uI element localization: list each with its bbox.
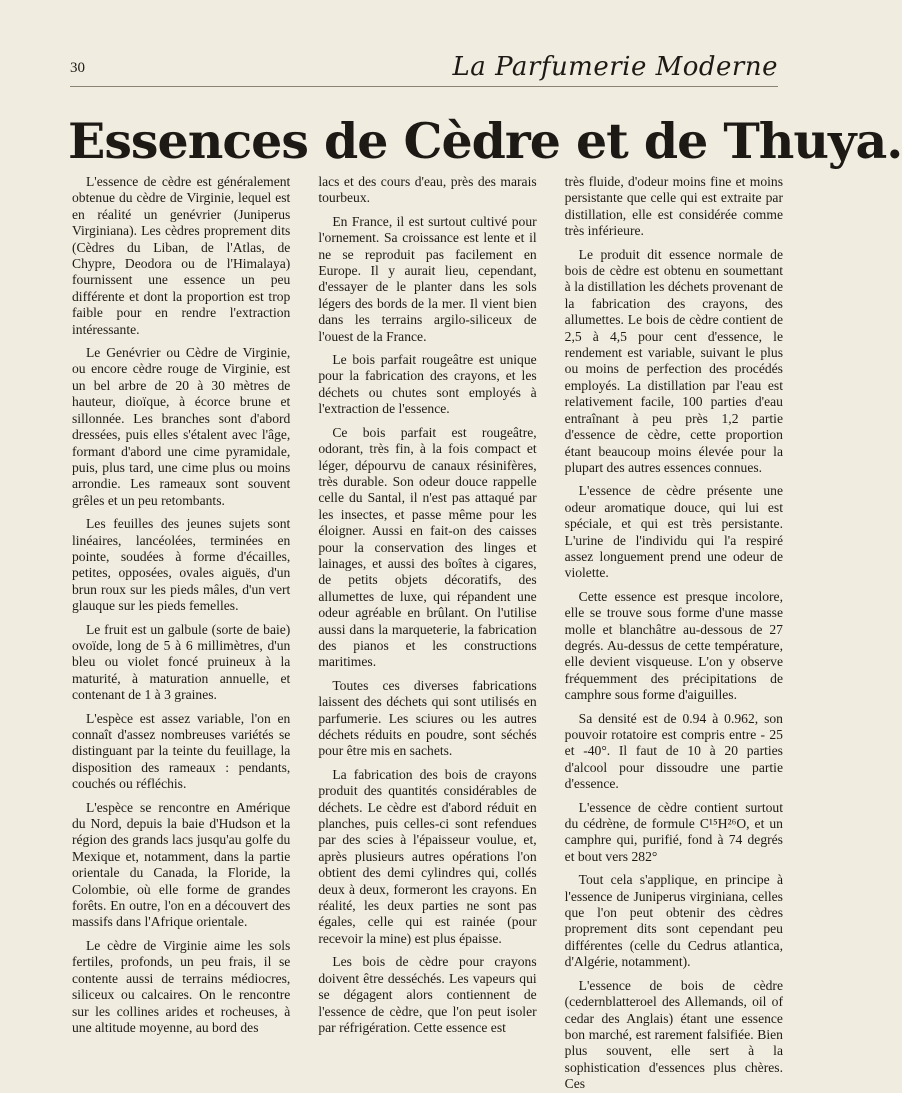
paragraph: Le bois parfait rougeâtre est unique pour la fabrication des crayons, et les déchets ou chutes sont employés à l'extraction de l'essence. xyxy=(318,352,537,417)
paragraph: Les bois de cèdre pour crayons doivent être desséchés. Les vapeurs qui se dégagent alors contiennent de l'essence de cèdre, que l'on peut isoler par réfrigération. Cette essence est xyxy=(318,954,537,1035)
paragraph-continued: lacs et des cours d'eau, près des marais tourbeux. xyxy=(318,174,537,206)
paragraph: Tout cela s'applique, en principe à l'essence de Juniperus virginiana, celles que l'on peut obtenir des cèdres proprement dits sont cependant peu différentes (celle du Cedrus atlantica, d'Algérie, notamment). xyxy=(564,872,783,970)
paragraph: L'espèce se rencontre en Amérique du Nord, depuis la baie d'Hudson et la région des grands lacs jusqu'au golfe du Mexique et, notamment, dans la partie orientale du Canada, la Floride, la Colombie, où elle forme de grandes forêts. En outre, l'on en a découvert des massifs dans l'Afrique orientale. xyxy=(72,799,291,930)
column-3 xyxy=(564,174,783,1092)
paragraph: Sa densité est de 0.94 à 0.962, son pouvoir rotatoire est compris entre - 25 et -40°. Il faut de 10 à 20 parties d'alcool pour dissoudre une partie d'essence. xyxy=(564,710,783,792)
column-2 xyxy=(318,174,537,1035)
paragraph: L'essence de bois de cèdre (cedernblatteroel des Allemands, oil of cedar des Anglais) étant une essence bon marché, est rarement falsifiée. Bien plus souvent, elle sert à la sophistication d'essences plus chères. Ces xyxy=(564,977,783,1092)
journal-title: La Parfumerie Moderne xyxy=(452,52,778,82)
article-body xyxy=(72,174,783,1092)
paragraph-continued: très fluide, d'odeur moins fine et moins persistante que celle qui est extraite par distillation, elle est considérée comme très inférieure. xyxy=(564,174,783,239)
paragraph: Le produit dit essence normale de bois de cèdre est obtenu en soumettant à la distillation les déchets provenant de la fabrication des crayons, des allumettes. Le bois de cèdre contient de 2,5 à 4,5 pour cent d'essence, le rendement est variable, suivant le plus ou moins de perfection des procédés employés. La distillation par l'eau est relativement facile, 100 parties d'eau entraînant à peu près 1,2 partie d'essence de cèdre, cette proportion étant beaucoup moins élevée pour la plupart des autres essences connues. xyxy=(564,246,783,475)
paragraph: L'espèce est assez variable, l'on en connaît d'assez nombreuses variétés se distinguant par la teinte du feuillage, la disposition des rameaux : pendants, couchés ou réfléchis. xyxy=(72,710,291,792)
paragraph: Toutes ces diverses fabrications laissent des déchets qui sont utilisés en parfumerie. Les sciures ou les autres déchets réduits en poudre, sont séchés pour être mis en sachets. xyxy=(318,677,537,759)
paragraph: Cette essence est presque incolore, elle se trouve sous forme d'une masse molle et blanchâtre au-dessous de 27 degrés. Au-dessus de cette température, elle devient visqueuse. L'on y observe fréquemment des précipitations de camphre sous forme d'aiguilles. xyxy=(564,588,783,703)
paragraph: Le fruit est un galbule (sorte de baie) ovoïde, long de 5 à 6 millimètres, d'un bleu ou violet foncé pruineux à la maturité, à maturation annuelle, et contenant de 1 à 3 graines. xyxy=(72,621,291,703)
article-title: Essences de Cèdre et de Thuya. xyxy=(68,112,902,170)
page-number: 30 xyxy=(70,60,85,76)
paragraph: En France, il est surtout cultivé pour l'ornement. Sa croissance est lente et il ne se reproduit pas facilement en Europe. Il y aurait lieu, cependant, d'essayer de le planter dans les sols légers des bords de la mer. Il vient bien dans les terrains argilo-siliceux de l'ouest de la France. xyxy=(318,213,537,344)
paragraph: L'essence de cèdre présente une odeur aromatique douce, qui lui est spéciale, et qui est très persistante. L'urine de l'individu qui l'a respiré assez longuement prend une odeur de violette. xyxy=(564,483,783,581)
paragraph: Le cèdre de Virginie aime les sols fertiles, profonds, un peu frais, il se contente aussi de terrains médiocres, siliceux ou calcaires. On le rencontre sur les collines arides et rocheuses, à une altitude moyenne, au bord des xyxy=(72,937,291,1035)
paragraph: La fabrication des bois de crayons produit des quantités considérables de déchets. Le cèdre est d'abord réduit en planches, puis celles-ci sont refendues par des scies à l'épaisseur voulue, et, après plusieurs autres opérations l'on obtient des demi cylindres qui, collés deux à deux, formeront les crayons. En réalité, les deux parties ne sont pas égales, celle qui est rainée (pour recevoir la mine) est plus épaisse. xyxy=(318,766,537,946)
paragraph: Ce bois parfait est rougeâtre, odorant, très fin, à la fois compact et léger, dépourvu de canaux résinifères, très durable. Son odeur douce rappelle celle du Santal, il n'est pas attaqué par les insectes, et passe même pour les éloigner. Aussi en fait-on des caisses pour la conservation des linges et lainages, et aussi des boîtes à cigares, de petits objets décoratifs, des allumettes de luxe, qui répandent une odeur agréable en brûlant. On l'utilise aussi dans la marqueterie, la fabrication des pianos et les constructions maritimes. xyxy=(318,424,537,670)
column-1 xyxy=(72,174,291,1035)
paragraph: Le Genévrier ou Cèdre de Virginie, ou encore cèdre rouge de Virginie, est un bel arbre de 20 à 30 mètres de hauteur, dioïque, à écorce brune et sillonnée. Les branches sont d'abord dressées, puis elles s'étalent avec l'âge, formant d'abord une cime pyramidale, puis, plus tard, une cime plus ou moins arrondie. Les rameaux sont souvent grêles et un peu retombants. xyxy=(72,345,291,508)
paragraph: L'essence de cèdre est généralement obtenue du cèdre de Virginie, lequel est en réalité un genévrier (Juniperus Virginiana). Les cèdres proprement dits (Cèdres du Liban, de l'Atlas, de Chypre, Deodora ou de l'Himalaya) fournissent une essence un peu différente et dont la proportion est trop faible pour en rendre l'extraction intéressante. xyxy=(72,174,291,337)
paragraph: L'essence de cèdre contient surtout du cédrène, de formule C¹⁵H²⁶O, et un camphre qui, purifié, fond à 74 degrés et bout vers 282° xyxy=(564,799,783,864)
paragraph: Les feuilles des jeunes sujets sont linéaires, lancéolées, terminées en pointe, soudées à forme d'écailles, petites, opposées, ovales aiguës, d'un brun roux sur les pieds mâles, d'un vert glauque sur les pieds femelles. xyxy=(72,516,291,614)
header-rule xyxy=(70,86,778,87)
